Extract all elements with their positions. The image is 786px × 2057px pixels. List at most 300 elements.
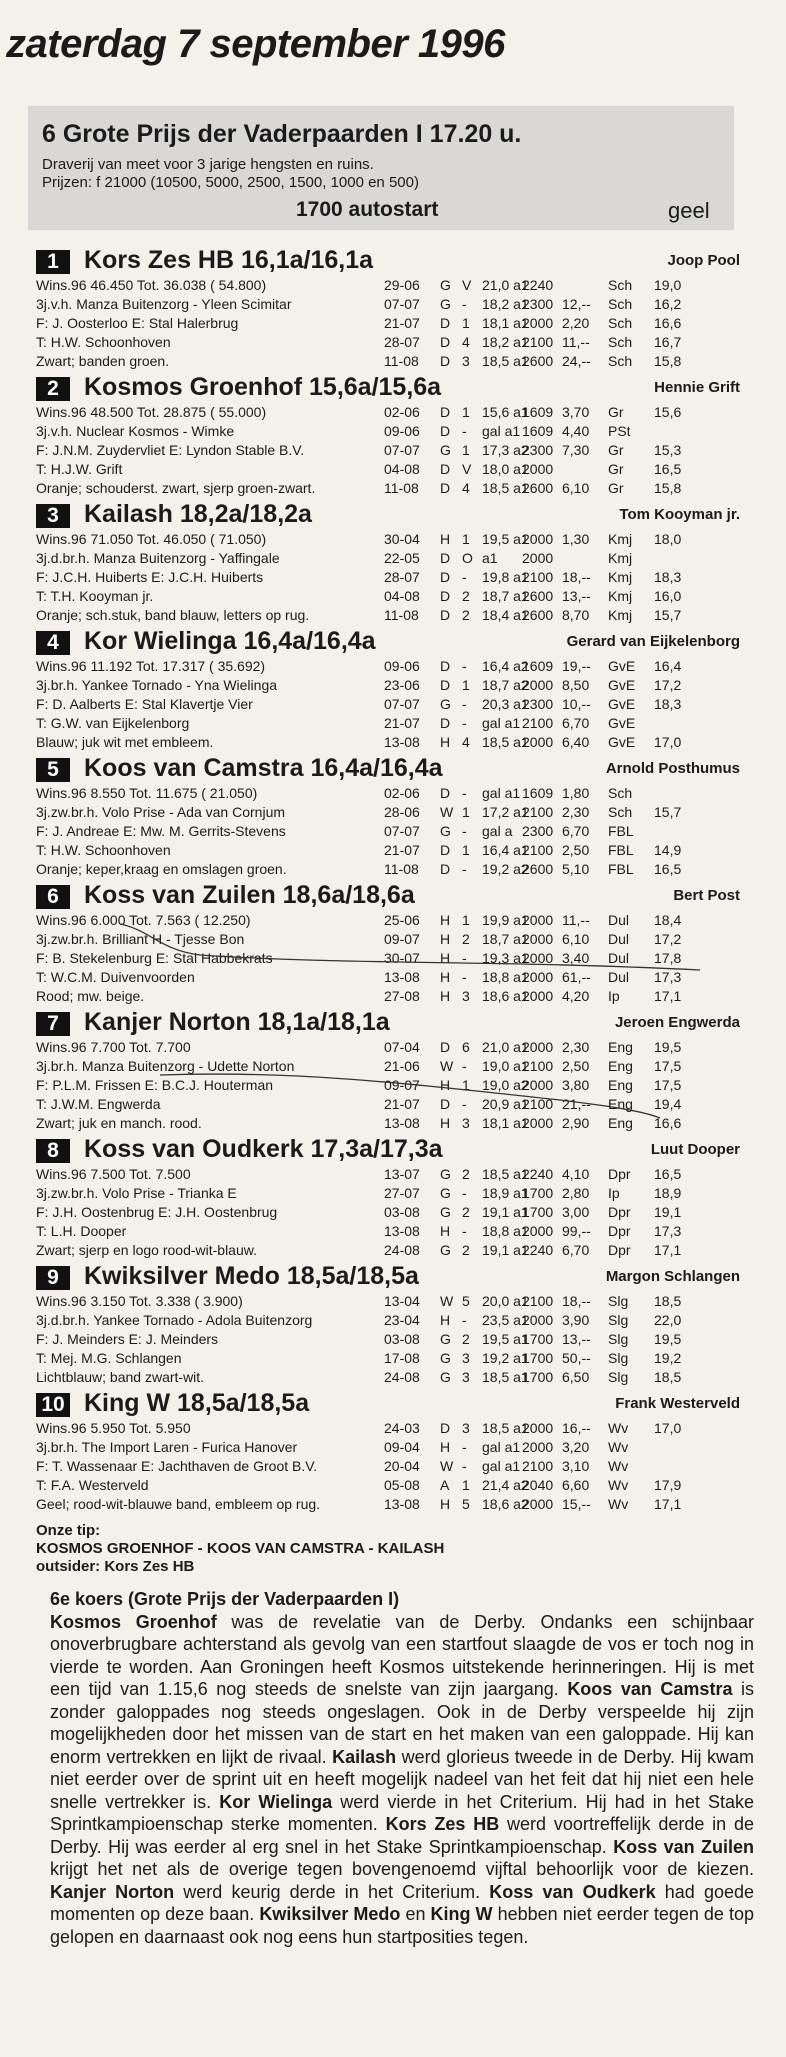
horse-name: Kosmos Groenhof 15,6a/15,6a: [84, 373, 442, 401]
result-cell: 2: [462, 1204, 470, 1220]
result-cell: 19,9 a1: [482, 912, 529, 928]
result-row: [384, 968, 740, 987]
info-line: Rood; mw. beige.: [36, 988, 145, 1004]
result-row: [384, 1165, 740, 1184]
result-cell: W: [440, 804, 454, 820]
result-cell: H: [440, 1115, 451, 1131]
results-table: [384, 657, 740, 752]
info-line: T: G.W. van Eijkelenborg: [36, 715, 190, 731]
result-cell: 3: [462, 988, 470, 1004]
result-cell: Sch: [608, 315, 633, 331]
result-cell: 09-06: [384, 423, 420, 439]
info-line: Wins.96 7.500 Tot. 7.500: [36, 1166, 191, 1182]
result-cell: 2000: [522, 1039, 554, 1055]
result-cell: 29-06: [384, 277, 420, 293]
result-cell: 1: [462, 404, 470, 420]
commentary-heading: 6e koers (Grote Prijs der Vaderpaarden I): [50, 1589, 400, 1609]
result-cell: FBL: [608, 861, 634, 877]
result-cell: Gr: [608, 461, 624, 477]
result-cell: 1: [462, 531, 470, 547]
result-cell: 17,1: [654, 1242, 682, 1258]
result-cell: gal a1: [482, 423, 521, 439]
result-cell: 2: [462, 1331, 470, 1347]
result-cell: D: [440, 785, 451, 801]
result-cell: D: [440, 353, 451, 369]
result-cell: 2100: [522, 842, 554, 858]
result-cell: Dul: [608, 950, 630, 966]
result-cell: -: [462, 423, 467, 439]
entry-number: 10: [36, 1393, 70, 1417]
result-cell: -: [462, 950, 467, 966]
info-line: Wins.96 46.450 Tot. 36.038 ( 54.800): [36, 277, 267, 293]
result-cell: 11-08: [384, 480, 419, 496]
result-cell: Dul: [608, 969, 630, 985]
race-conditions: Draverij van meet voor 3 jarige hengsten en ruins.: [42, 156, 374, 173]
race-title: 6 Grote Prijs der Vaderpaarden I 17.20 u.: [42, 120, 522, 148]
result-row: [384, 422, 740, 441]
result-cell: 3: [462, 353, 470, 369]
result-cell: 21,0 a1: [482, 1039, 529, 1055]
result-cell: D: [440, 861, 451, 877]
result-cell: 2000: [522, 1115, 554, 1131]
result-cell: 02-06: [384, 404, 420, 420]
result-cell: 28-07: [384, 569, 420, 585]
result-cell: 2,30: [562, 804, 590, 820]
result-cell: 20,3 a1: [482, 696, 529, 712]
result-cell: 2100: [522, 1058, 554, 1074]
entry-number: 6: [36, 885, 70, 909]
info-line: Blauw; juk wit met embleem.: [36, 734, 214, 750]
result-cell: 18,7 a2: [482, 677, 529, 693]
result-row: [384, 1292, 740, 1311]
result-cell: 19,1 a1: [482, 1242, 529, 1258]
result-cell: 04-08: [384, 588, 420, 604]
result-cell: 4,10: [562, 1166, 590, 1182]
result-cell: 2040: [522, 1477, 554, 1493]
result-cell: 07-07: [384, 442, 420, 458]
result-cell: 30-07: [384, 950, 420, 966]
result-cell: 2100: [522, 804, 554, 820]
result-cell: G: [440, 1242, 451, 1258]
result-row: [384, 295, 740, 314]
result-cell: 6,60: [562, 1477, 590, 1493]
result-cell: Eng: [608, 1077, 633, 1093]
result-cell: 18,3: [654, 696, 682, 712]
race-header: [28, 106, 734, 230]
info-line: T: J.W.M. Engwerda: [36, 1096, 161, 1112]
entry-header: [36, 756, 740, 784]
result-cell: 19,5: [654, 1039, 682, 1055]
results-table: [384, 403, 740, 498]
result-cell: 13-08: [384, 969, 420, 985]
result-cell: 18,--: [562, 1293, 591, 1309]
entry-header: [36, 1391, 740, 1419]
result-cell: 17,2 a1: [482, 804, 529, 820]
result-cell: 2,50: [562, 842, 590, 858]
result-cell: H: [440, 734, 451, 750]
result-cell: 21-07: [384, 842, 420, 858]
commentary-text: was de revelatie van de Derby. Ondanks een schijnbaar onoverbrugbare achterstand als gevolg van een startfout slaagde de vos er toch nog in vierde te worden. Aan Groningen heeft Kosmos uitstekende herinneringen. Hij is met een tijd van 1.15,6 nog steeds de snelste van zijn jaargang.: [50, 1611, 754, 1699]
result-cell: 11-08: [384, 353, 419, 369]
result-cell: Wv: [608, 1420, 629, 1436]
result-cell: D: [440, 1096, 451, 1112]
result-cell: 15,8: [654, 480, 682, 496]
result-cell: 16,5: [654, 861, 682, 877]
result-row: [384, 587, 740, 606]
result-cell: Slg: [608, 1293, 629, 1309]
result-cell: -: [462, 715, 467, 731]
result-cell: 3: [462, 1369, 470, 1385]
result-row: [384, 860, 740, 879]
result-cell: -: [462, 1223, 467, 1239]
info-line: 3j.zw.br.h. Volo Prise - Trianka E: [36, 1185, 237, 1201]
result-cell: 17,9: [654, 1477, 682, 1493]
result-cell: 1609: [522, 785, 554, 801]
result-cell: 09-07: [384, 1077, 420, 1093]
result-cell: 2300: [522, 442, 554, 458]
result-cell: H: [440, 1223, 451, 1239]
result-cell: 4,20: [562, 988, 590, 1004]
entry-number: 7: [36, 1012, 70, 1036]
result-row: [384, 1438, 740, 1457]
result-cell: 13,--: [562, 588, 591, 604]
result-cell: D: [440, 1420, 451, 1436]
result-cell: 18,0: [654, 531, 682, 547]
result-cell: 5,10: [562, 861, 590, 877]
result-cell: W: [440, 1458, 454, 1474]
result-cell: -: [462, 1312, 467, 1328]
result-cell: 18,3: [654, 569, 682, 585]
result-cell: 3,90: [562, 1312, 590, 1328]
result-cell: D: [440, 461, 451, 477]
info-line: F: J. Meinders E: J. Meinders: [36, 1331, 219, 1347]
result-row: [384, 479, 740, 498]
result-cell: 2100: [522, 1293, 554, 1309]
result-cell: 1700: [522, 1369, 554, 1385]
entry-number: 5: [36, 758, 70, 782]
result-cell: 6,70: [562, 1242, 590, 1258]
result-cell: FBL: [608, 823, 634, 839]
results-table: [384, 784, 740, 879]
horse-name: Kanjer Norton 18,1a/18,1a: [84, 1008, 390, 1036]
result-cell: 17,1: [654, 1496, 682, 1512]
result-cell: 2: [462, 1242, 470, 1258]
result-row: [384, 1330, 740, 1349]
result-cell: Eng: [608, 1058, 633, 1074]
horse-mention: Koss van Oudkerk: [489, 1881, 656, 1902]
result-cell: 21-06: [384, 1058, 420, 1074]
result-cell: 2240: [522, 1242, 554, 1258]
info-line: Geel; rood-wit-blauwe band, embleem op rug.: [36, 1496, 321, 1512]
tip-block: [36, 1522, 444, 1576]
tip-label: Onze tip:: [36, 1522, 101, 1539]
result-cell: 2000: [522, 315, 554, 331]
result-cell: H: [440, 912, 451, 928]
race-prizes: Prijzen: f 21000 (10500, 5000, 2500, 1500, 1000 en 500): [42, 174, 419, 191]
info-line: F: T. Wassenaar E: Jachthaven de Groot B.V.: [36, 1458, 318, 1474]
info-line: 3j.v.h. Nuclear Kosmos - Wimke: [36, 423, 235, 439]
result-row: [384, 1203, 740, 1222]
result-row: [384, 441, 740, 460]
result-cell: 18,5: [654, 1369, 682, 1385]
result-cell: H: [440, 950, 451, 966]
horse-name: Kailash 18,2a/18,2a: [84, 500, 312, 528]
result-cell: 3,10: [562, 1458, 590, 1474]
result-row: [384, 733, 740, 752]
result-cell: Dpr: [608, 1242, 631, 1258]
result-cell: 18,6 a2: [482, 1496, 529, 1512]
result-cell: 13-07: [384, 1166, 420, 1182]
result-cell: 18,9: [654, 1185, 682, 1201]
result-row: [384, 784, 740, 803]
result-cell: 03-08: [384, 1331, 420, 1347]
info-line: Wins.96 48.500 Tot. 28.875 ( 55.000): [36, 404, 267, 420]
result-cell: 4: [462, 734, 470, 750]
info-line: T: H.J.W. Grift: [36, 461, 123, 477]
result-row: [384, 314, 740, 333]
result-cell: 16,--: [562, 1420, 591, 1436]
result-cell: 25-06: [384, 912, 420, 928]
race-commentary: [50, 1588, 754, 1948]
result-cell: 27-07: [384, 1185, 420, 1201]
result-cell: 2000: [522, 1223, 554, 1239]
result-cell: D: [440, 404, 451, 420]
result-cell: 2000: [522, 550, 554, 566]
result-cell: 2000: [522, 1439, 554, 1455]
result-cell: D: [440, 607, 451, 623]
result-cell: H: [440, 969, 451, 985]
result-cell: G: [440, 1166, 451, 1182]
info-line: 3j.v.h. Manza Buitenzorg - Yleen Scimitar: [36, 296, 292, 312]
result-cell: G: [440, 1369, 451, 1385]
commentary-text: hebben niet eerder tegen de top gelopen en daarnaast ook nog eens hun startposities tegen.: [50, 1904, 754, 1947]
result-cell: -: [462, 1458, 467, 1474]
horse-info: [36, 1165, 386, 1260]
result-row: [384, 949, 740, 968]
result-cell: 27-08: [384, 988, 420, 1004]
info-line: F: D. Aalberts E: Stal Klavertje Vier: [36, 696, 253, 712]
info-line: Lichtblauw; band zwart-wit.: [36, 1369, 205, 1385]
entry-1: [36, 248, 740, 375]
result-cell: D: [440, 480, 451, 496]
result-cell: H: [440, 931, 451, 947]
result-row: [384, 1241, 740, 1260]
horse-info: [36, 1292, 386, 1387]
driver-name: Arnold Posthumus: [605, 760, 740, 777]
result-cell: PSt: [608, 423, 631, 439]
result-row: [384, 1114, 740, 1133]
result-cell: 13-08: [384, 1223, 420, 1239]
result-cell: 2600: [522, 353, 554, 369]
info-line: T: T.H. Kooyman jr.: [36, 588, 154, 604]
result-cell: W: [440, 1293, 454, 1309]
result-cell: 2000: [522, 531, 554, 547]
entry-3: [36, 502, 740, 629]
result-cell: 1: [462, 442, 470, 458]
horse-mention: Kailash: [332, 1746, 397, 1767]
result-cell: 16,0: [654, 588, 682, 604]
result-cell: 16,6: [654, 315, 682, 331]
result-cell: 5: [462, 1293, 470, 1309]
result-row: [384, 657, 740, 676]
result-cell: 5: [462, 1496, 470, 1512]
horse-info: [36, 403, 386, 498]
result-cell: 3: [462, 1350, 470, 1366]
result-cell: -: [462, 969, 467, 985]
result-cell: 17,5: [654, 1077, 682, 1093]
horse-info: [36, 657, 386, 752]
result-cell: 2,80: [562, 1185, 590, 1201]
info-line: F: J.C.H. Huiberts E: J.C.H. Huiberts: [36, 569, 264, 585]
horse-info: [36, 276, 386, 371]
result-cell: 21,0 a1: [482, 277, 529, 293]
result-cell: 23-06: [384, 677, 420, 693]
driver-name: Joop Pool: [667, 252, 740, 269]
result-cell: 07-07: [384, 296, 420, 312]
result-cell: 3: [462, 1115, 470, 1131]
result-cell: 3,70: [562, 404, 590, 420]
result-row: [384, 676, 740, 695]
entry-number: 1: [36, 250, 70, 274]
horse-name: Koss van Oudkerk 17,3a/17,3a: [84, 1135, 443, 1163]
result-cell: 17,3: [654, 1223, 682, 1239]
result-cell: 2000: [522, 1420, 554, 1436]
entry-number: 3: [36, 504, 70, 528]
result-cell: 6: [462, 1039, 470, 1055]
result-cell: 18,7 a1: [482, 931, 529, 947]
result-cell: Dul: [608, 931, 630, 947]
result-cell: G: [440, 1350, 451, 1366]
horse-mention: Kosmos Groenhof: [50, 1611, 217, 1632]
entry-8: [36, 1137, 740, 1264]
result-row: [384, 1495, 740, 1514]
result-row: [384, 403, 740, 422]
result-cell: 19,4: [654, 1096, 682, 1112]
result-cell: 2100: [522, 1096, 554, 1112]
result-cell: 18,5 a1: [482, 1420, 529, 1436]
result-cell: gal a1: [482, 1439, 521, 1455]
info-line: 3j.d.br.h. Yankee Tornado - Adola Buitenzorg: [36, 1312, 313, 1328]
entry-header: [36, 502, 740, 530]
result-cell: 6,70: [562, 715, 590, 731]
result-cell: D: [440, 423, 451, 439]
driver-name: Frank Westerveld: [615, 1395, 740, 1412]
result-cell: 18,5 a1: [482, 480, 529, 496]
result-cell: 3,20: [562, 1439, 590, 1455]
result-cell: 1: [462, 677, 470, 693]
result-cell: 18,8 a1: [482, 969, 529, 985]
results-table: [384, 530, 740, 625]
result-cell: 09-06: [384, 658, 420, 674]
result-row: [384, 803, 740, 822]
result-cell: 1609: [522, 658, 554, 674]
info-line: Wins.96 8.550 Tot. 11.675 ( 21.050): [36, 785, 258, 801]
result-cell: 2000: [522, 1312, 554, 1328]
result-cell: 3,80: [562, 1077, 590, 1093]
info-line: T: H.W. Schoonhoven: [36, 842, 171, 858]
result-cell: 18,5 a1: [482, 1369, 529, 1385]
result-row: [384, 911, 740, 930]
result-cell: 13-08: [384, 1496, 420, 1512]
result-cell: 17,1: [654, 988, 682, 1004]
result-row: [384, 1076, 740, 1095]
result-cell: 19,5: [654, 1331, 682, 1347]
result-cell: 11-08: [384, 607, 419, 623]
race-distance: 1700 autostart: [296, 198, 439, 221]
result-cell: -: [462, 823, 467, 839]
horse-name: Koos van Camstra 16,4a/16,4a: [84, 754, 443, 782]
result-cell: H: [440, 988, 451, 1004]
entry-2: [36, 375, 740, 502]
commentary-text: werd glorieus tweede in de Derby. Hij kwam niet eerder over de sprint uit en heeft mogelijk nadeel van het feit dat hij niet een hele snelle vertrekker is.: [50, 1746, 755, 1812]
result-row: [384, 1057, 740, 1076]
result-cell: G: [440, 823, 451, 839]
result-cell: 19,2: [654, 1350, 682, 1366]
result-cell: 24-03: [384, 1420, 420, 1436]
result-cell: Ip: [608, 988, 620, 1004]
result-cell: 6,10: [562, 480, 590, 496]
result-cell: 17,3 a2: [482, 442, 529, 458]
result-cell: 1609: [522, 423, 554, 439]
result-row: [384, 530, 740, 549]
result-cell: 15,3: [654, 442, 682, 458]
result-row: [384, 714, 740, 733]
result-cell: Slg: [608, 1350, 629, 1366]
result-cell: 28-07: [384, 334, 420, 350]
result-cell: Ip: [608, 1185, 620, 1201]
result-cell: 14,9: [654, 842, 682, 858]
result-cell: Eng: [608, 1115, 633, 1131]
result-cell: 17,2: [654, 931, 682, 947]
result-cell: 2240: [522, 1166, 554, 1182]
result-cell: Wv: [608, 1496, 629, 1512]
result-cell: 2,90: [562, 1115, 590, 1131]
result-cell: 13,--: [562, 1331, 591, 1347]
result-cell: 1: [462, 804, 470, 820]
result-cell: 3,40: [562, 950, 590, 966]
horse-mention: King W: [430, 1904, 493, 1924]
info-line: Oranje; keper,kraag en omslagen groen.: [36, 861, 287, 877]
result-cell: 2000: [522, 988, 554, 1004]
result-cell: 13-08: [384, 734, 420, 750]
result-cell: 8,50: [562, 677, 590, 693]
result-cell: 03-08: [384, 1204, 420, 1220]
result-cell: 2300: [522, 823, 554, 839]
horse-info: [36, 530, 386, 625]
race-color: geel: [668, 198, 710, 223]
horse-mention: Kor Wielinga: [219, 1791, 333, 1812]
driver-name: Luut Dooper: [650, 1141, 740, 1158]
result-cell: D: [440, 715, 451, 731]
result-cell: Sch: [608, 277, 633, 293]
result-cell: a1: [482, 550, 498, 566]
result-cell: 21-07: [384, 315, 420, 331]
info-line: F: P.L.M. Frissen E: B.C.J. Houterman: [36, 1077, 274, 1093]
result-cell: 1700: [522, 1204, 554, 1220]
horse-name: Kwiksilver Medo 18,5a/18,5a: [84, 1262, 419, 1290]
commentary-text: krijgt het net als de overige tegen bovengenoemd vijftal behoorlijk voor de kiezen.: [50, 1859, 754, 1879]
info-line: Oranje; sch.stuk, band blauw, letters op rug.: [36, 607, 310, 623]
result-row: [384, 987, 740, 1006]
result-cell: 23,5 a1: [482, 1312, 529, 1328]
result-cell: 18,4: [654, 912, 682, 928]
result-cell: 18,7 a1: [482, 588, 529, 604]
entry-header: [36, 629, 740, 657]
result-row: [384, 1419, 740, 1438]
result-cell: 20,0 a1: [482, 1293, 529, 1309]
result-cell: 17,2: [654, 677, 682, 693]
result-cell: 1: [462, 912, 470, 928]
